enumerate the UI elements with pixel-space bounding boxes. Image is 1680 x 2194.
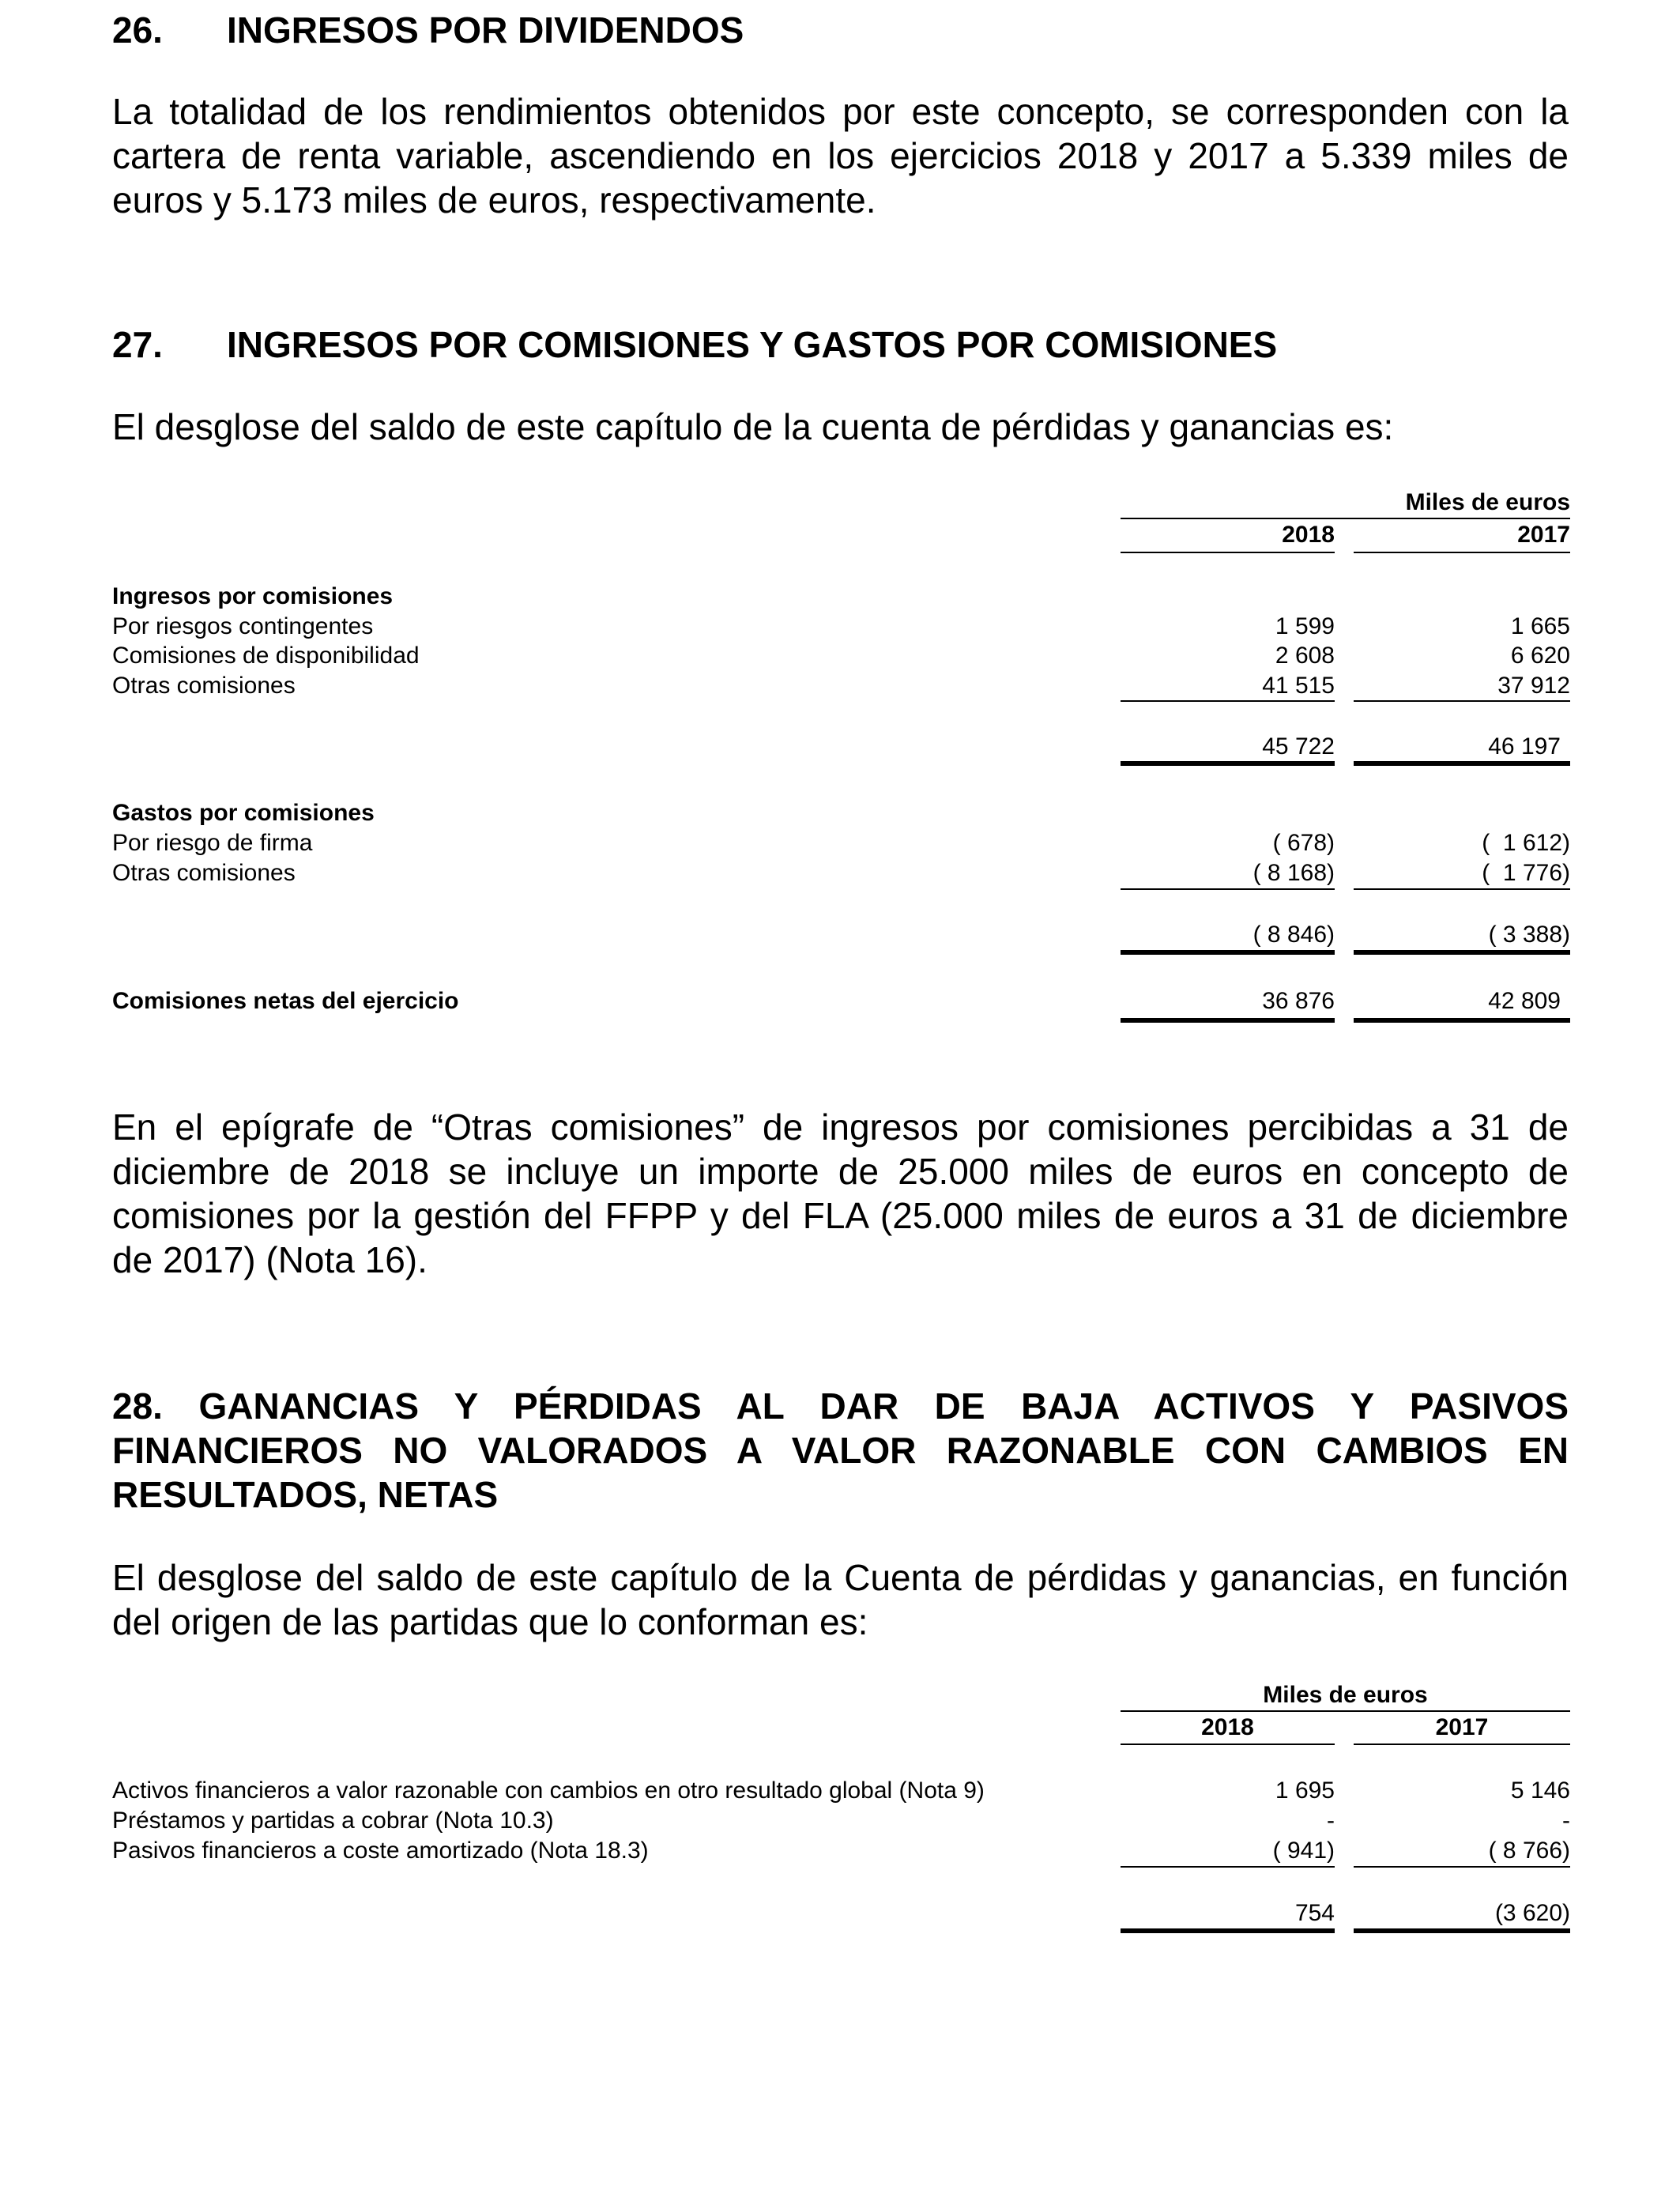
value-2017: 1 665	[1510, 613, 1570, 639]
section-28-intro: El desglose del saldo de este capítulo de la Cuenta de pérdidas y ganancias, en función del origen de las partidas que lo conforman es:	[112, 1557, 1569, 1642]
value-2018: ( 678)	[1272, 830, 1335, 856]
section-26-title: INGRESOS POR DIVIDENDOS	[227, 9, 744, 51]
subtotal-rule	[1121, 700, 1335, 702]
value-2017: ( 8 766)	[1488, 1838, 1570, 1864]
value-2017: -	[1562, 1808, 1570, 1834]
value-2018: ( 8 168)	[1252, 860, 1335, 886]
section-27-title: INGRESOS POR COMISIONES Y GASTOS POR COMISIONES	[227, 324, 1278, 365]
total-double-rule	[1121, 1018, 1335, 1023]
value-2018: 2 608	[1275, 643, 1335, 669]
units-header: Miles de euros	[1263, 1682, 1428, 1708]
subtotal-rule	[1121, 1866, 1335, 1868]
total-double-rule	[1121, 950, 1335, 955]
section-28-title: 28. GANANCIAS Y PÉRDIDAS AL DAR DE BAJA ACTIVOS Y PASIVOS FINANCIEROS NO VALORADOS A VALOR RAZONABLE CON CAMBIOS EN RESULTADOS, NETAS	[112, 1385, 1569, 1515]
col-2018-header: 2018	[1201, 1714, 1254, 1740]
section-26-paragraph: La totalidad de los rendimientos obtenidos por este concepto, se corresponden con la cartera de renta variable, ascendiendo en los ejercicios 2018 y 2017 a 5.339 miles de euros y 5.173 miles de euros, respectivamente.	[112, 91, 1569, 221]
col-2018-header: 2018	[1282, 522, 1335, 548]
value-2017: 37 912	[1497, 673, 1570, 699]
section-26-number: 26.	[112, 9, 163, 51]
gastos-heading: Gastos por comisiones	[112, 800, 375, 826]
section-27-intro: El desglose del saldo de este capítulo de la cuenta de pérdidas y ganancias es:	[112, 406, 1394, 447]
header-rule	[1121, 518, 1570, 519]
total-double-rule	[1354, 950, 1570, 955]
subtotal-rule	[1354, 1866, 1570, 1868]
gastos-total-2018: ( 8 846)	[1252, 922, 1335, 948]
total-double-rule	[1354, 761, 1570, 766]
value-2018: 1 695	[1275, 1777, 1335, 1804]
ingresos-total-2017: 46 197	[1488, 733, 1561, 760]
total-2018: 754	[1294, 1900, 1335, 1926]
ingresos-heading: Ingresos por comisiones	[112, 583, 394, 609]
value-2018: 41 515	[1262, 673, 1335, 699]
value-2017: ( 1 776)	[1482, 860, 1570, 886]
gastos-total-2017: ( 3 388)	[1488, 922, 1570, 948]
value-2017: 5 146	[1510, 1777, 1570, 1804]
ingresos-total-2018: 45 722	[1262, 733, 1335, 760]
value-2017: 6 620	[1510, 643, 1570, 669]
value-2018: ( 941)	[1272, 1838, 1335, 1864]
netas-2017: 42 809	[1488, 988, 1561, 1014]
total-double-rule	[1121, 1928, 1335, 1933]
section-27-number: 27.	[112, 324, 163, 365]
header-rule	[1121, 1710, 1570, 1712]
row-label: Activos financieros a valor razonable con cambios en otro resultado global (Nota 9)	[112, 1777, 985, 1804]
col-2017-rule	[1354, 552, 1570, 553]
col-2018-rule	[1121, 1744, 1335, 1745]
row-label: Otras comisiones	[112, 860, 296, 886]
row-label: Otras comisiones	[112, 673, 296, 699]
col-2017-header: 2017	[1517, 522, 1570, 548]
total-2017: (3 620)	[1494, 1900, 1570, 1926]
row-label: Pasivos financieros a coste amortizado (Nota 18.3)	[112, 1838, 649, 1864]
section-27-note: En el epígrafe de “Otras comisiones” de ingresos por comisiones percibidas a 31 de diciembre de 2018 se incluye un importe de 25.000 miles de euros en concepto de comisiones por la gestión del FFPP y del FLA (25.000 miles de euros a 31 de diciembre de 2017) (Nota 16).	[112, 1106, 1569, 1280]
col-2017-rule	[1354, 1744, 1570, 1745]
subtotal-rule	[1354, 700, 1570, 702]
total-double-rule	[1354, 1018, 1570, 1023]
subtotal-rule	[1354, 888, 1570, 890]
row-label: Comisiones de disponibilidad	[112, 643, 420, 669]
col-2018-rule	[1121, 552, 1335, 553]
row-label: Por riesgo de firma	[112, 830, 313, 856]
row-label: Préstamos y partidas a cobrar (Nota 10.3)	[112, 1808, 554, 1834]
value-2018: 1 599	[1275, 613, 1335, 639]
units-header: Miles de euros	[1405, 489, 1570, 515]
netas-label: Comisiones netas del ejercicio	[112, 988, 459, 1014]
total-double-rule	[1354, 1928, 1570, 1933]
value-2017: ( 1 612)	[1482, 830, 1570, 856]
value-2018: -	[1327, 1808, 1335, 1834]
col-2017-header: 2017	[1435, 1714, 1489, 1740]
row-label: Por riesgos contingentes	[112, 613, 374, 639]
subtotal-rule	[1121, 888, 1335, 890]
netas-2018: 36 876	[1262, 988, 1335, 1014]
total-double-rule	[1121, 761, 1335, 766]
